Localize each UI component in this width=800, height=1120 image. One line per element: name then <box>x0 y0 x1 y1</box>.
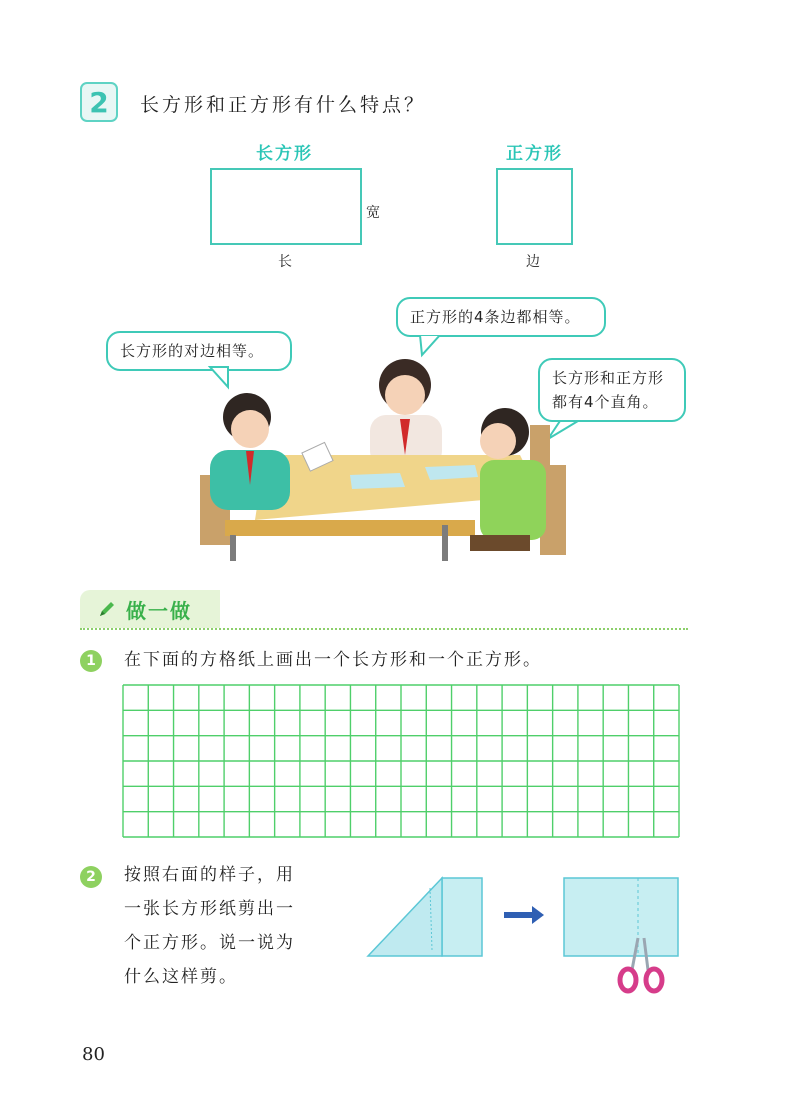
boy-right-body <box>480 460 546 540</box>
question-text: 长方形和正方形有什么特点？ <box>140 94 427 116</box>
grid-paper[interactable] <box>122 684 680 838</box>
bubble-tail-middle <box>420 335 440 355</box>
chair-middle <box>530 425 550 465</box>
boy-left-face <box>231 410 269 448</box>
item1-number: 1 <box>80 650 102 672</box>
item2-line-1: 按照右面的样子，用 <box>124 865 295 885</box>
square-title: 正方形 <box>506 144 563 164</box>
item2-line-3: 个正方形。说一说为 <box>124 933 295 953</box>
item2-number: 2 <box>80 866 102 888</box>
paper-strip <box>442 878 482 956</box>
unfolded-paper <box>564 878 678 956</box>
rectangle-length-label: 长 <box>278 254 292 270</box>
rectangle-width-label: 宽 <box>366 205 380 221</box>
item1-text: 在下面的方格纸上画出一个长方形和一个正方形。 <box>124 650 542 670</box>
girl-face <box>385 375 425 415</box>
square-side-label: 边 <box>526 254 540 270</box>
bubble-left-text: 长方形的对边相等。 <box>120 342 265 360</box>
square-shape <box>496 168 573 245</box>
item2-line-4: 什么这样剪。 <box>124 967 238 987</box>
children-illustration <box>100 335 690 565</box>
exercise-header <box>80 590 220 628</box>
question-number-badge: 2 <box>80 82 118 122</box>
exercise-header-text: 做一做 <box>126 598 192 623</box>
item2-line-2: 一张长方形纸剪出一 <box>124 899 295 919</box>
item2-text <box>124 858 295 994</box>
bubble-right-line2: 都有4个直角。 <box>552 393 659 411</box>
arrow-right-icon <box>504 906 544 924</box>
rectangle-title: 长方形 <box>256 144 313 164</box>
bubble-middle-text: 正方形的4条边都相等。 <box>410 308 581 326</box>
rectangle-shape <box>210 168 362 245</box>
pencil-icon <box>96 598 118 620</box>
folding-diagram <box>364 872 684 1002</box>
bubble-tail-left <box>210 367 228 387</box>
bubble-right-line1: 长方形和正方形 <box>552 369 665 387</box>
boy-right-face <box>480 423 516 459</box>
bubble-tail-right <box>548 421 578 439</box>
page-number: 80 <box>82 1044 105 1065</box>
table-edge <box>225 520 475 536</box>
speech-bubble-middle <box>396 297 606 337</box>
section-divider <box>80 628 688 630</box>
